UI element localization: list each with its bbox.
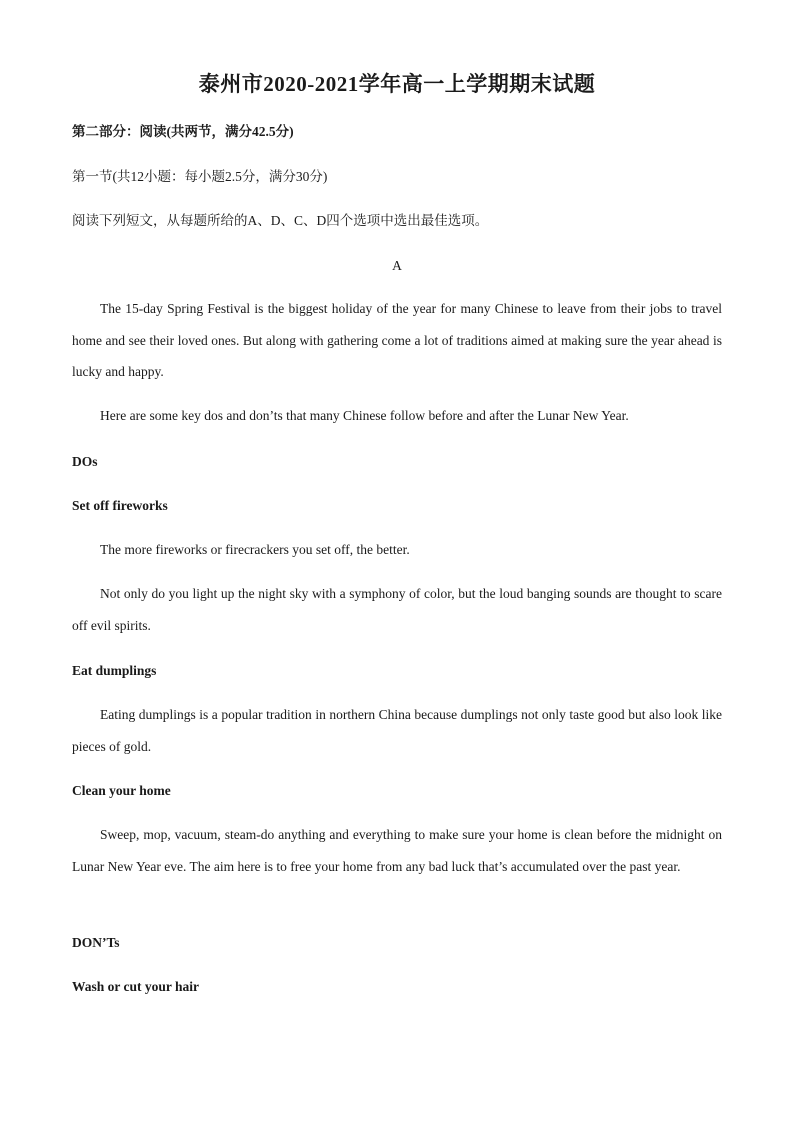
page-title: 泰州市2020-2021学年高一上学期期末试题 <box>198 72 596 96</box>
fireworks-paragraph-2: Not only do you light up the night sky with a symphony of color, but the loud banging sounds are thought to scare off evil spirits. <box>72 586 722 633</box>
donts-heading: DON’Ts <box>72 935 120 950</box>
instructions-text: 阅读下列短文，从每题所给的A、D、C、D四个选项中选出最佳选项。 <box>72 213 489 228</box>
dumplings-paragraph: Eating dumplings is a popular tradition in northern China because dumplings not only taste good but also look like pieces of gold. <box>72 707 722 754</box>
fireworks-paragraph-1: The more fireworks or firecrackers you set off, the better. <box>100 542 410 557</box>
intro-paragraph-1: The 15-day Spring Festival is the biggest holiday of the year for many Chinese to leave from their jobs to travel home and see their loved ones. But along with gathering come a lot of traditions aimed at making sure the year ahead is lucky and happy. <box>72 301 722 379</box>
dos-heading: DOs <box>72 454 98 469</box>
part-heading: 第二部分：阅读(共两节，满分42.5分) <box>72 124 294 139</box>
item-heading-fireworks: Set off fireworks <box>72 498 168 513</box>
item-heading-clean: Clean your home <box>72 783 171 798</box>
intro-paragraph-2: Here are some key dos and don’ts that many Chinese follow before and after the Lunar New Year. <box>100 408 629 423</box>
section-heading: 第一节(共12小题：每小题2.5分，满分30分) <box>72 169 328 184</box>
item-heading-hair: Wash or cut your hair <box>72 979 200 994</box>
item-heading-dumplings: Eat dumplings <box>72 663 157 678</box>
passage-label: A <box>392 258 402 273</box>
clean-paragraph: Sweep, mop, vacuum, steam-do anything and everything to make sure your home is clean before the midnight on Lunar New Year eve. The aim here is to free your home from any bad luck that’s accumulated over the past year. <box>72 827 722 874</box>
